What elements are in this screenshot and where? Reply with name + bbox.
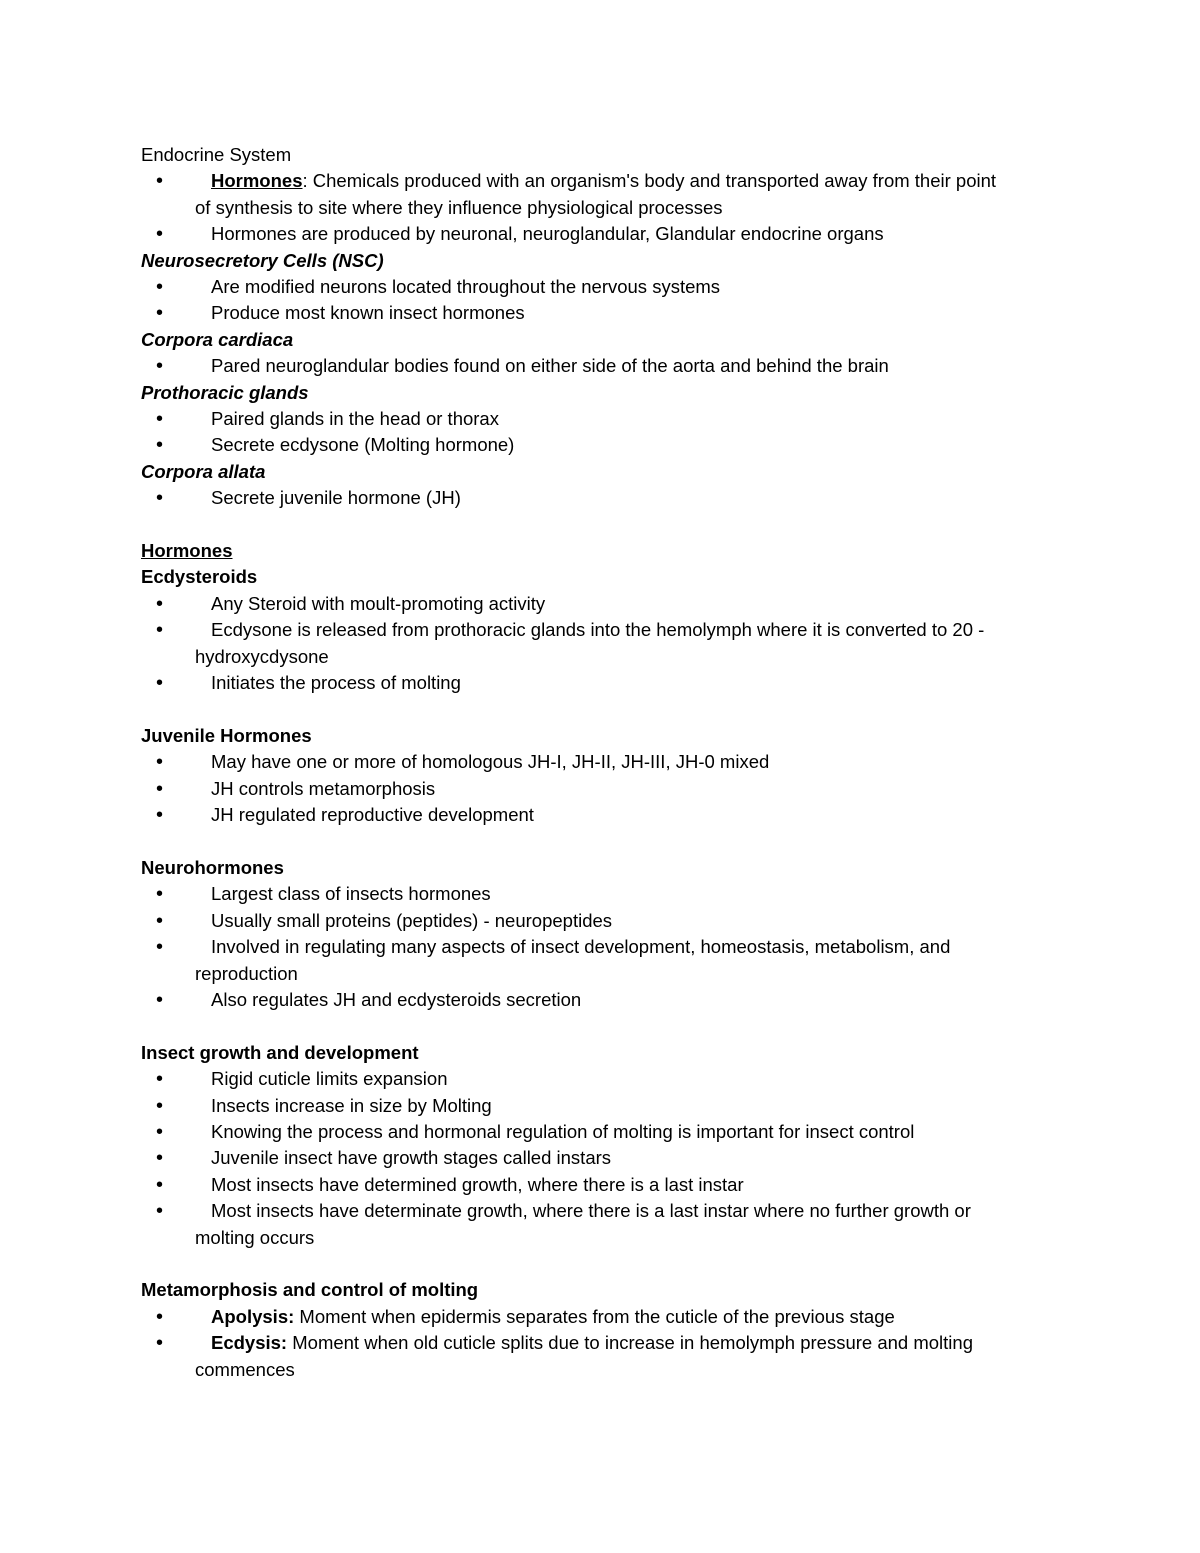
list-item	[141, 485, 1071, 511]
section-heading-hormones: Hormones	[141, 540, 233, 562]
list-item-text: Insects increase in size by Molting	[211, 1094, 492, 1116]
list-item	[141, 1330, 1071, 1383]
bullet-icon: •	[156, 487, 164, 510]
list-item-text: May have one or more of homologous JH-I, JH-II, JH-III, JH-0 mixed	[211, 751, 770, 773]
list-item-text: Any Steroid with moult-promoting activity	[211, 592, 546, 614]
list-item	[141, 881, 1071, 907]
definition-text: : Chemicals produced with an organism's body and transported away from their point	[302, 170, 997, 192]
list-item	[141, 1119, 1071, 1145]
list-item	[141, 1198, 1071, 1251]
bullet-icon: •	[156, 170, 164, 193]
list-item-text: Pared neuroglandular bodies found on either side of the aorta and behind the brain	[211, 355, 889, 377]
blank-line	[141, 697, 1071, 723]
term-apolysis: Apolysis:	[211, 1305, 295, 1327]
list-item-text: Most insects have determinate growth, where there is a last instar where no further growth or	[211, 1200, 971, 1222]
list-item	[141, 1066, 1071, 1092]
definition-text: Moment when old cuticle splits due to increase in hemolymph pressure and molting	[287, 1332, 973, 1354]
term-hormones: Hormones	[211, 170, 303, 192]
bullet-icon: •	[156, 434, 164, 457]
list-item-text: JH controls metamorphosis	[211, 777, 436, 799]
section-heading-nsc: Neurosecretory Cells (NSC)	[141, 249, 384, 271]
bullet-icon: •	[156, 1305, 164, 1328]
list-item	[141, 987, 1071, 1013]
list-item	[141, 221, 1071, 247]
list-item-text: Secrete ecdysone (Molting hormone)	[211, 434, 515, 456]
list-item	[141, 1172, 1071, 1198]
list-item-text: Knowing the process and hormonal regulation of molting is important for insect control	[211, 1120, 915, 1142]
continuation-text: hydroxycdysone	[195, 645, 329, 667]
bullet-icon: •	[156, 672, 164, 695]
bullet-icon: •	[156, 302, 164, 325]
list-item-text: Initiates the process of molting	[211, 672, 461, 694]
list-item	[141, 934, 1071, 987]
list-item-text: Involved in regulating many aspects of insect development, homeostasis, metabolism, and	[211, 936, 951, 958]
bullet-icon: •	[156, 1332, 164, 1355]
blank-line	[141, 1251, 1071, 1277]
list-item-text: Largest class of insects hormones	[211, 883, 491, 905]
bullet-icon: •	[156, 1120, 164, 1143]
list-item-text: JH regulated reproductive development	[211, 804, 534, 826]
list-item-text: Hormones are produced by neuronal, neuroglandular, Glandular endocrine organs	[211, 223, 884, 245]
list-item	[141, 353, 1071, 379]
bullet-icon: •	[156, 355, 164, 378]
section-heading-juvenile-hormones: Juvenile Hormones	[141, 724, 312, 746]
list-item	[141, 406, 1071, 432]
section-heading-corpora-cardiaca: Corpora cardiaca	[141, 328, 294, 350]
list-item	[141, 802, 1071, 828]
list-item	[141, 1093, 1071, 1119]
bullet-icon: •	[156, 619, 164, 642]
section-heading-metamorphosis: Metamorphosis and control of molting	[141, 1279, 479, 1301]
list-item-text: Juvenile insect have growth stages called instars	[211, 1147, 612, 1169]
blank-line	[141, 512, 1071, 538]
bullet-icon: •	[156, 751, 164, 774]
section-heading-neurohormones: Neurohormones	[141, 856, 284, 878]
list-item-text: Also regulates JH and ecdysteroids secretion	[211, 988, 582, 1010]
list-item	[141, 274, 1071, 300]
list-item	[141, 168, 1071, 221]
bullet-icon: •	[156, 936, 164, 959]
list-item-text: Are modified neurons located throughout the nervous systems	[211, 276, 721, 298]
section-heading-corpora-allata: Corpora allata	[141, 460, 266, 482]
bullet-icon: •	[156, 1068, 164, 1091]
bullet-icon: •	[156, 909, 164, 932]
list-item-text: Secrete juvenile hormone (JH)	[211, 487, 461, 509]
term-ecdysis: Ecdysis:	[211, 1332, 288, 1354]
list-item	[141, 749, 1071, 775]
continuation-text: molting occurs	[195, 1226, 315, 1248]
section-heading-prothoracic-glands: Prothoracic glands	[141, 381, 309, 403]
bullet-icon: •	[156, 777, 164, 800]
list-item-text: Rigid cuticle limits expansion	[211, 1068, 448, 1090]
bullet-icon: •	[156, 804, 164, 827]
list-item	[141, 300, 1071, 326]
bullet-icon: •	[156, 988, 164, 1011]
bullet-icon: •	[156, 1173, 164, 1196]
list-item-text: Produce most known insect hormones	[211, 302, 525, 324]
document-page	[141, 142, 1071, 1383]
continuation-text: of synthesis to site where they influence physiological processes	[195, 196, 723, 218]
list-item-text: Most insects have determined growth, where there is a last instar	[211, 1173, 744, 1195]
blank-line	[141, 829, 1071, 855]
list-item-text: Ecdysone is released from prothoracic glands into the hemolymph where it is converted to 20 -	[211, 619, 985, 641]
definition-text: Moment when epidermis separates from the cuticle of the previous stage	[294, 1305, 895, 1327]
bullet-icon: •	[156, 1094, 164, 1117]
section-heading-insect-growth: Insect growth and development	[141, 1041, 419, 1063]
list-item-text: Usually small proteins (peptides) - neuropeptides	[211, 909, 613, 931]
bullet-icon: •	[156, 883, 164, 906]
bullet-icon: •	[156, 1147, 164, 1170]
list-item	[141, 670, 1071, 696]
list-item	[141, 908, 1071, 934]
continuation-text: reproduction	[195, 962, 298, 984]
section-heading-ecdysteroids: Ecdysteroids	[141, 566, 258, 588]
list-item	[141, 1145, 1071, 1171]
list-item	[141, 1304, 1071, 1330]
blank-line	[141, 1013, 1071, 1039]
list-item	[141, 591, 1071, 617]
continuation-text: commences	[195, 1358, 295, 1380]
list-item	[141, 432, 1071, 458]
list-item-text: Paired glands in the head or thorax	[211, 408, 499, 430]
bullet-icon: •	[156, 223, 164, 246]
bullet-icon: •	[156, 276, 164, 299]
list-item	[141, 617, 1071, 670]
document-title: Endocrine System	[141, 144, 292, 165]
bullet-icon: •	[156, 1200, 164, 1223]
bullet-icon: •	[156, 408, 164, 431]
bullet-icon: •	[156, 592, 164, 615]
list-item	[141, 776, 1071, 802]
